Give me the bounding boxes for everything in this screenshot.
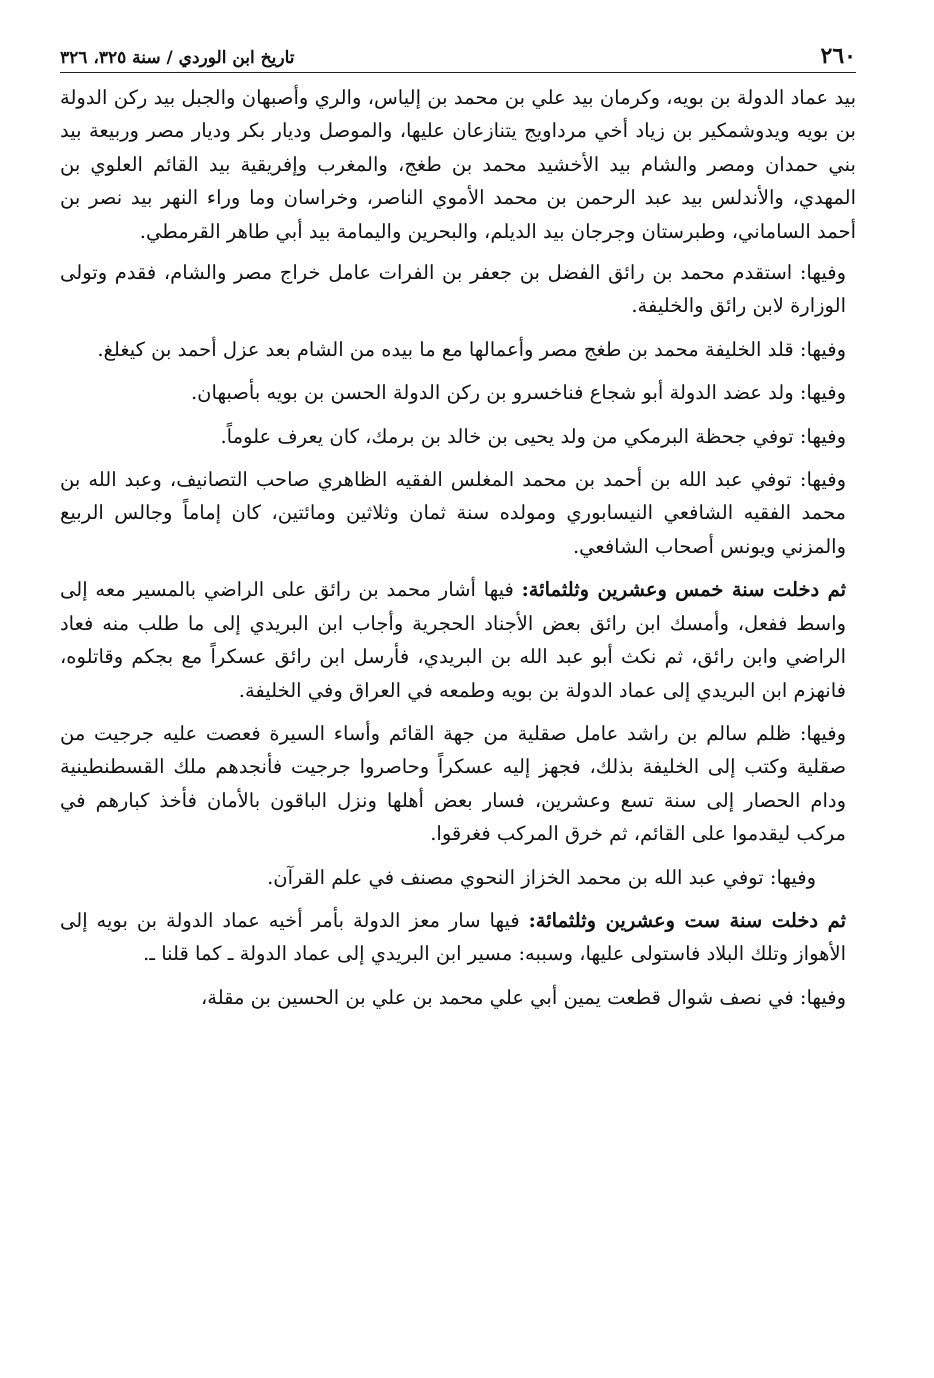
paragraph <box>60 376 856 409</box>
paragraph-text: بيد عماد الدولة بن بويه، وكرمان بيد علي بن محمد بن إلياس، والري وأصبهان والجبل بيد ركن الدولة بن بويه ويدوشمكير بن زياد أخي مرداويج يتنازعان عليها، والموصل وديار بكر وديار مصر وربيعة بيد بني حمدان ومصر والشام بيد الأخشيد محمد بن طغج، والمغرب وإفريقية بيد القائم العلوي بن المهدي، والأندلس بيد عبد الرحمن بن محمد الأموي الناصر، وخراسان وما وراء النهر بيد نصر بن أحمد الساماني، وطبرستان وجرجان بيد الديلم، والبحرين واليمامة بيد أبي طاهر القرمطي. <box>60 86 856 243</box>
running-title: تاريخ ابن الوردي / سنة ٣٢٥، ٣٢٦ <box>60 48 295 68</box>
paragraph-text: وفيها: قلد الخليفة محمد بن طغج مصر وأعمالها مع ما بيده من الشام بعد عزل أحمد بن كيغلغ. <box>97 337 846 361</box>
paragraph-text: وفيها: ظلم سالم بن راشد عامل صقلية من جهة القائم وأساء السيرة فعصت عليه جرجيت من صقلية وكتب إلى الخليفة بذلك، فجهز إليه عسكراً وحاصروا جرجيت فأنجدهم ملك القسطنطينية ودام الحصار إلى سنة تسع وعشرين، فسار بعض أهلها ونزل الباقون بالأمان فأخذ كبارهم في مركب ليقدموا على القائم، ثم خرق المركب فغرقوا. <box>60 721 846 846</box>
year-heading: ثم دخلت سنة خمس وعشرين وثلثمائة: <box>521 578 846 602</box>
running-header <box>60 38 856 73</box>
book-page <box>60 38 856 1024</box>
paragraph-text: وفيها: توفي عبد الله بن أحمد بن محمد المغلس الفقيه الظاهري صاحب التصانيف، وعبد الله بن محمد الفقيه الشافعي النيسابوري ومولده سنة ثمان وثلاثين ومائتين، كان إماماً وجالس الربيع والمزني ويونس أصحاب الشافعي. <box>60 468 846 558</box>
year-heading: ثم دخلت سنة ست وعشرين وثلثمائة: <box>528 908 846 932</box>
paragraph-text: وفيها: في نصف شوال قطعت يمين أبي علي محمد بن علي بن الحسين بن مقلة، <box>200 985 846 1009</box>
paragraph <box>60 861 856 894</box>
paragraph <box>60 256 856 323</box>
paragraph <box>60 333 856 366</box>
paragraph-text: وفيها: ولد عضد الدولة أبو شجاع فناخسرو بن ركن الدولة الحسن بن بويه بأصبهان. <box>190 381 846 405</box>
paragraph-text: فيها سار معز الدولة بأمر أخيه عماد الدولة بن بويه إلى الأهواز وتلك البلاد فاستولى عليها، وسببه: مسير ابن البريدي إلى عماد الدولة ـ كما قلنا ـ. <box>60 908 846 966</box>
paragraph-text: وفيها: توفي عبد الله بن محمد الخزاز النحوي مصنف في علم القرآن. <box>267 865 816 889</box>
page-body <box>60 81 856 1014</box>
paragraph-text: وفيها: استقدم محمد بن رائق الفضل بن جعفر بن الفرات عامل خراج مصر والشام، فقدم وتولى الوزارة لابن رائق والخليفة. <box>60 261 846 318</box>
paragraph-year-326 <box>60 904 856 971</box>
paragraph <box>60 420 856 453</box>
paragraph-year-325 <box>60 573 856 707</box>
paragraph-text: وفيها: توفي جحظة البرمكي من ولد يحيى بن خالد بن برمك، كان يعرف علوماً. <box>220 424 846 448</box>
paragraph <box>60 717 856 851</box>
paragraph <box>60 981 856 1014</box>
paragraph-text: فيها أشار محمد بن رائق على الراضي بالمسير معه إلى واسط ففعل، وأمسك ابن رائق بعض الأجناد الحجرية وأجاب ابن البريدي إلى ما طلب منه فعاد الراضي وابن رائق، ثم نكث أبو عبد الله بن البريدي، فأرسل ابن رائق عسكراً مع بجكم وقاتلوه، فانهزم ابن البريدي إلى عماد الدولة بن بويه وطمعه في العراق وفي الخليفة. <box>60 578 846 702</box>
paragraph <box>60 463 856 563</box>
page-number: ٢٦٠ <box>820 43 856 69</box>
paragraph <box>60 81 856 248</box>
